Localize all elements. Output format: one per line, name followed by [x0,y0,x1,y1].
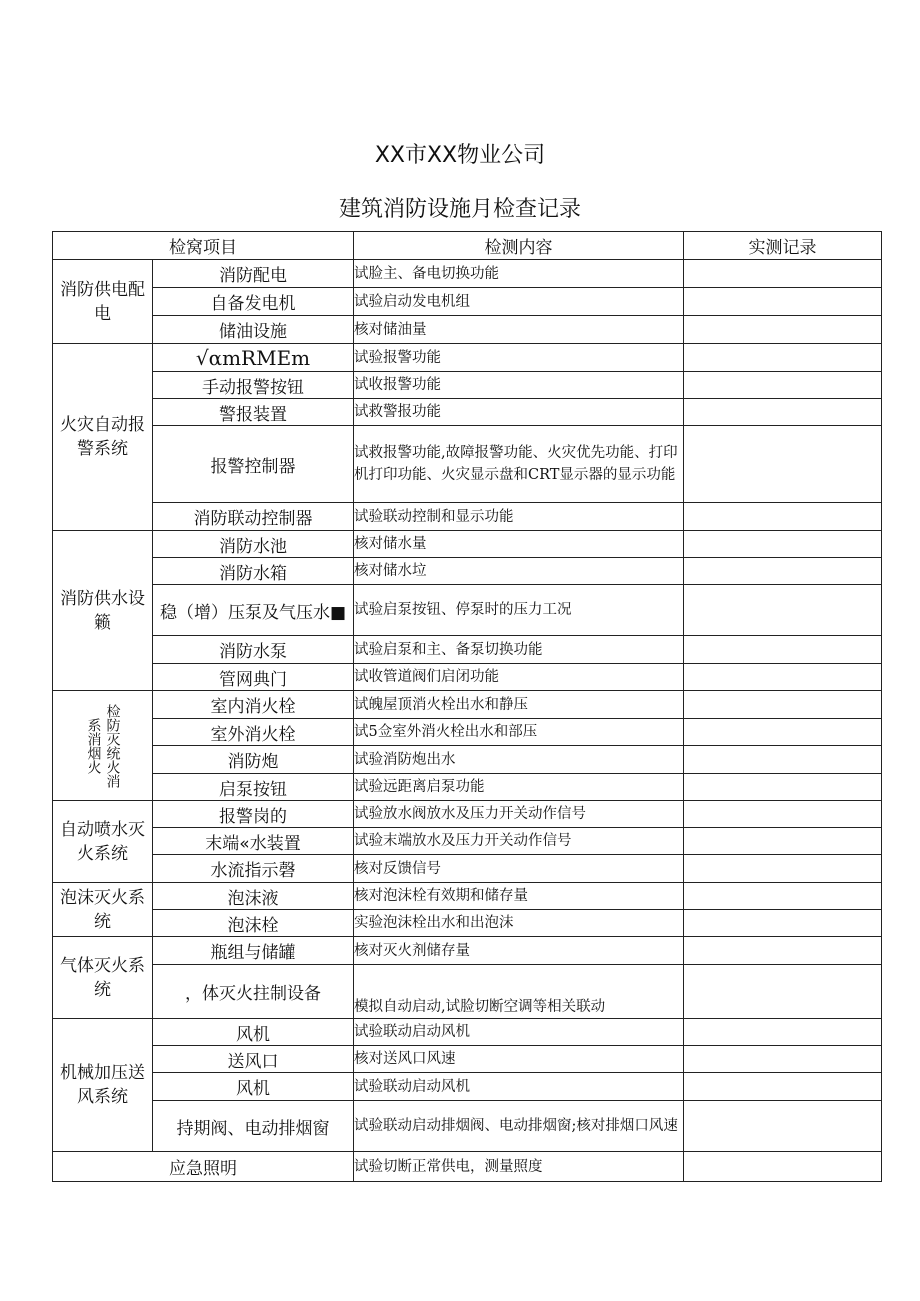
table-row [53,636,882,664]
table-row [53,883,882,910]
record-cell[interactable] [684,288,882,316]
item-name: 启泵按钮 [153,774,354,801]
document-title: 建筑消防设施月检查记录 [338,197,581,222]
column-header-content: 检测内容 [354,232,684,260]
item-content: 试验远距离启泵功能 [354,774,684,801]
table-row [53,1019,882,1046]
item-content: 试验启泵按钮、停泵时的压力工况 [354,585,684,636]
item-name: 消防配电 [153,260,354,288]
table-row [53,426,882,503]
table-row [53,855,882,883]
inspection-table [52,231,882,1182]
item-name: 泡沫栓 [153,910,354,937]
item-content: 试验联动控制和显示功能 [354,503,684,531]
item-content: 试收报警功能 [354,372,684,399]
table-row [53,1046,882,1073]
item-name: 自备发电机 [153,288,354,316]
item-name: 消防炮 [153,746,354,774]
item-content: 核对反馈信号 [354,855,684,883]
table-row [53,585,882,636]
item-content: 试魄屋顶消火栓出水和静压 [354,691,684,719]
item-content: 试验放水阀放水及压力开关动作信号 [354,801,684,828]
record-cell[interactable] [684,344,882,372]
table-row [53,316,882,344]
group-gas: 气体灭火系统 [53,937,153,1019]
record-cell[interactable] [684,503,882,531]
table-row [53,746,882,774]
item-content: 核对灭火剂储存量 [354,937,684,965]
record-cell[interactable] [684,585,882,636]
table-row [53,558,882,585]
item-content: 试验联动启动风机 [354,1019,684,1046]
item-name: 瓶组与储罐 [153,937,354,965]
table-row [53,937,882,965]
record-cell[interactable] [684,774,882,801]
item-name: 末端«水装置 [153,828,354,855]
item-name: 消防水箱 [153,558,354,585]
table-header-row [53,232,882,260]
group-label-col2: 检防灭统火消 [104,703,121,788]
item-name: 报警控制器 [153,426,354,503]
item-content: 试脸主、备电切换功能 [354,260,684,288]
record-cell[interactable] [684,855,882,883]
item-name: 消防水池 [153,531,354,558]
item-content: 试救报警功能,故障报警功能、火灾优先功能、打印机打印功能、火灾显示盘和CRT显示器的显示功能 [354,426,684,503]
table-row [53,344,882,372]
item-name: 稳（增）压泵及气压水■ [153,585,354,636]
group-hydrant-system [53,691,153,801]
item-name: 应急照明 [53,1152,354,1182]
table-row [53,828,882,855]
item-content: 实验泡沫栓出水和出泡沫 [354,910,684,937]
record-cell[interactable] [684,883,882,910]
record-cell[interactable] [684,937,882,965]
table-row [53,260,882,288]
record-cell[interactable] [684,531,882,558]
item-content: 试5佥室外消火栓出水和部压 [354,719,684,746]
table-row [53,801,882,828]
record-cell[interactable] [684,828,882,855]
record-cell[interactable] [684,965,882,1019]
item-content: 试验末端放水及压力开关动作信号 [354,828,684,855]
item-content: 核对送风口风速 [354,1046,684,1073]
record-cell[interactable] [684,1152,882,1182]
group-pressurization: 机械加压送风系统 [53,1019,153,1152]
record-cell[interactable] [684,746,882,774]
record-cell[interactable] [684,719,882,746]
item-content: 核对泡沫栓有效期和储存量 [354,883,684,910]
item-content: 试验联动启动风机 [354,1073,684,1101]
item-content: 核对储水垃 [354,558,684,585]
record-cell[interactable] [684,260,882,288]
item-content: 核对储油量 [354,316,684,344]
item-content: 试救警报功能 [354,399,684,426]
table-row [53,1073,882,1101]
record-cell[interactable] [684,1101,882,1152]
table-row [53,719,882,746]
item-content: 试验启泵和主、备泵切换功能 [354,636,684,664]
table-row [53,691,882,719]
item-name: 储油设施 [153,316,354,344]
table-row [53,1152,882,1182]
item-name: 报警岗的 [153,801,354,828]
item-content: 试验报警功能 [354,344,684,372]
item-name: 持期阀、电动排烟窗 [153,1101,354,1152]
column-header-record: 实测记录 [684,232,882,260]
record-cell[interactable] [684,910,882,937]
item-name: ，体灭火拄制设备 [153,965,354,1019]
item-name: 室外消火栓 [153,719,354,746]
group-label-col1: 系消烟火 [85,717,102,774]
company-name: XX市XX物业公司 [374,143,546,168]
table-row [53,503,882,531]
item-content: 试验切断正常供电，测量照度 [354,1152,684,1182]
record-cell[interactable] [684,691,882,719]
record-cell[interactable] [684,664,882,691]
group-fire-alarm: 火灾自动报警系统 [53,344,153,531]
item-name: 水流指示磬 [153,855,354,883]
table-row [53,910,882,937]
table-row [53,372,882,399]
record-cell[interactable] [684,316,882,344]
table-row [53,1101,882,1152]
table-row [53,399,882,426]
item-content: 模拟自动启动,试脸切断空调等相关联动 [354,965,684,1019]
group-foam: 泡沫灭火系统 [53,883,153,937]
record-cell[interactable] [684,1073,882,1101]
item-name: √αmRMEm [153,344,354,372]
table-row [53,288,882,316]
column-header-item: 检窝项目 [53,232,354,260]
item-content: 试验启动发电机组 [354,288,684,316]
record-cell[interactable] [684,636,882,664]
record-cell[interactable] [684,1046,882,1073]
item-name: 风机 [153,1073,354,1101]
table-row [53,965,882,1019]
group-water-supply: 消防供水设籁 [53,531,153,691]
table-row [53,531,882,558]
item-content: 核对储水量 [354,531,684,558]
table-row [53,664,882,691]
item-content: 试验联动启动排烟阀、电动排烟窗;核对排烟口风速 [354,1101,684,1152]
record-cell[interactable] [684,372,882,399]
group-sprinkler: 自动喷水灭火系统 [53,801,153,883]
item-name: 泡沫液 [153,883,354,910]
item-content: 试验消防炮出水 [354,746,684,774]
item-name: 警报装置 [153,399,354,426]
record-cell[interactable] [684,801,882,828]
item-name: 管网典门 [153,664,354,691]
record-cell[interactable] [684,426,882,503]
item-name: 室内消火栓 [153,691,354,719]
group-power-supply: 消防供电配电 [53,260,153,344]
record-cell[interactable] [684,1019,882,1046]
item-name: 风机 [153,1019,354,1046]
item-content: 试收管道阀们启闭功能 [354,664,684,691]
item-name: 消防联动控制器 [153,503,354,531]
item-name: 送风口 [153,1046,354,1073]
table-row [53,774,882,801]
item-name: 消防水泵 [153,636,354,664]
record-cell[interactable] [684,558,882,585]
record-cell[interactable] [684,399,882,426]
item-name: 手动报警按钮 [153,372,354,399]
